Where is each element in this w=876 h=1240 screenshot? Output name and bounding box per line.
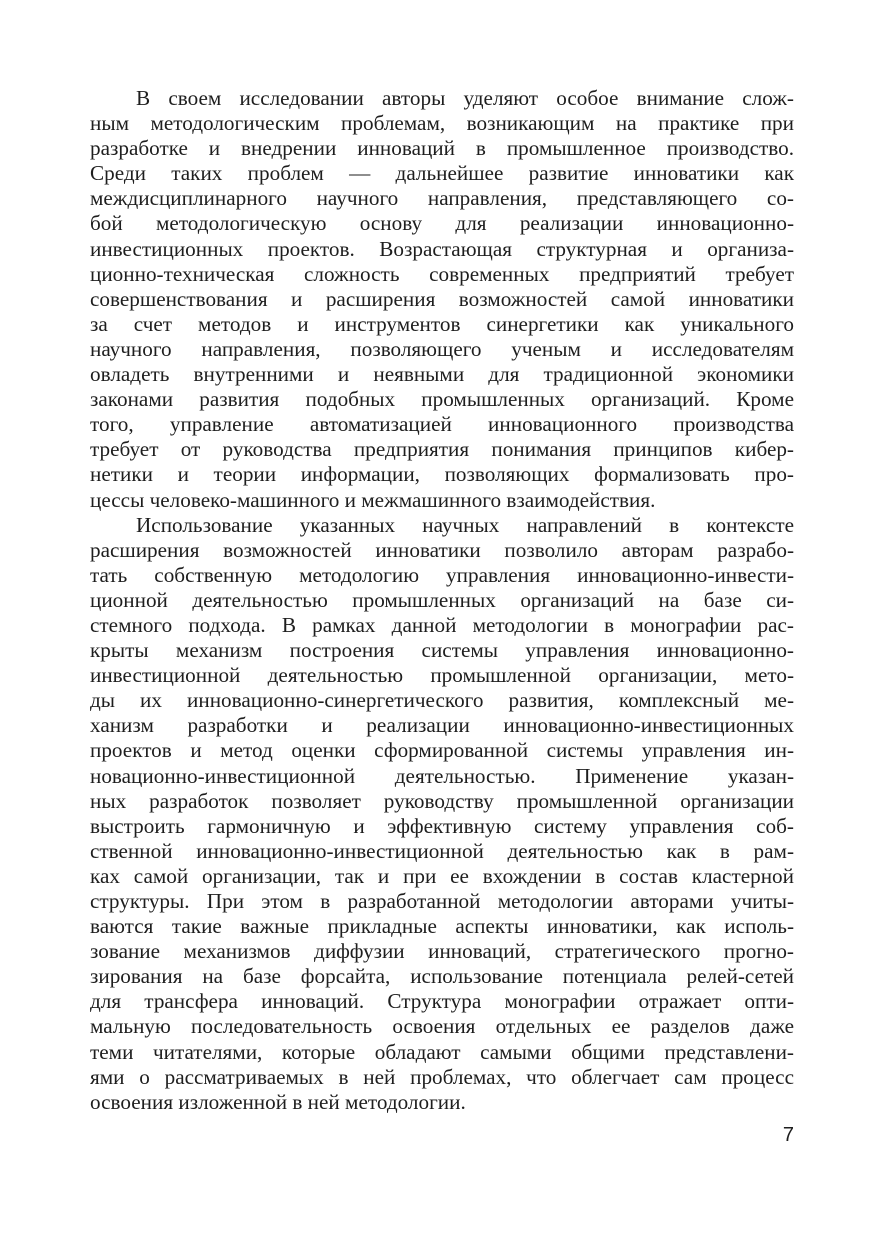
text-line: того, управление автоматизацией инновационного производства: [90, 412, 794, 437]
text-line: междисциплинарного научного направления, представляющего со-: [90, 186, 794, 211]
text-line: В своем исследовании авторы уделяют особое внимание слож-: [136, 86, 794, 110]
text-line: разработке и внедрении инноваций в промышленное производство.: [90, 136, 794, 161]
text-line: ционной деятельностью промышленных организаций на базе си-: [90, 587, 794, 612]
text-line: овладеть внутренними и неявными для традиционной экономики: [90, 362, 794, 387]
text-line: совершенствования и расширения возможностей самой инноватики: [90, 286, 794, 311]
paragraph: [90, 513, 794, 1115]
text-line: теми читателями, которые обладают самыми общими представлени-: [90, 1039, 794, 1064]
text-line: ках самой организации, так и при ее вхождении в состав кластерной: [90, 863, 794, 888]
text-line: научного направления, позволяющего ученым и исследователям: [90, 336, 794, 361]
text-line: цессы человеко-машинного и межмашинного взаимодействия.: [90, 487, 656, 512]
body-text: [90, 86, 794, 1115]
text-line: ями о рассматриваемых в ней проблемах, что облегчает сам процесс: [90, 1064, 794, 1089]
text-line: новационно-инвестиционной деятельностью. Применение указан-: [90, 763, 794, 788]
text-line: нетики и теории информации, позволяющих формализовать про-: [90, 462, 794, 487]
text-line: тать собственную методологию управления инновационно-инвести-: [90, 562, 794, 587]
text-line: освоения изложенной в ней методологии.: [90, 1089, 466, 1114]
text-line: зование механизмов диффузии инноваций, стратегического прогно-: [90, 939, 794, 964]
text-line: за счет методов и инструментов синергетики как уникального: [90, 311, 794, 336]
text-line: инвестиционной деятельностью промышленной организации, мето-: [90, 663, 794, 688]
text-line: стемного подхода. В рамках данной методологии в монографии рас-: [90, 612, 794, 637]
text-line: структуры. При этом в разработанной методологии авторами учиты-: [90, 889, 794, 913]
text-line: зирования на базе форсайта, использование потенциала релей-сетей: [90, 964, 794, 989]
text-line: инвестиционных проектов. Возрастающая структурная и организа-: [90, 236, 794, 261]
text-line: ваются такие важные прикладные аспекты инноватики, как исполь-: [90, 914, 794, 939]
text-line: бой методологическую основу для реализации инновационно-: [90, 211, 794, 236]
text-line: законами развития подобных промышленных организаций. Кроме: [90, 387, 794, 412]
text-line: проектов и метод оценки сформированной системы управления ин-: [90, 738, 794, 763]
page-number: 7: [782, 1124, 794, 1146]
text-line: ственной инновационно-инвестиционной деятельностью как в рам-: [90, 838, 794, 863]
text-line: Использование указанных научных направлений в контексте: [136, 512, 794, 537]
text-line: ных разработок позволяет руководству промышленной организации: [90, 788, 794, 813]
text-line: расширения возможностей инноватики позволило авторам разрабо-: [90, 537, 794, 562]
text-line: ды их инновационно-синергетического развития, комплексный ме-: [90, 688, 794, 713]
paragraph: [90, 86, 794, 513]
text-line: ционно-техническая сложность современных предприятий требует: [90, 261, 794, 286]
text-line: для трансфера инноваций. Структура монографии отражает опти-: [90, 989, 794, 1014]
text-line: выстроить гармоничную и эффективную систему управления соб-: [90, 813, 794, 838]
text-line: мальную последовательность освоения отдельных ее разделов даже: [90, 1014, 794, 1039]
text-line: Среди таких проблем — дальнейшее развитие инноватики как: [90, 161, 794, 186]
text-line: ханизм разработки и реализации инновационно-инвестиционных: [90, 713, 794, 738]
text-line: крыты механизм построения системы управления инновационно-: [90, 638, 794, 663]
text-line: ным методологическим проблемам, возникающим на практике при: [90, 111, 794, 136]
text-line: требует от руководства предприятия понимания принципов кибер-: [90, 437, 794, 462]
